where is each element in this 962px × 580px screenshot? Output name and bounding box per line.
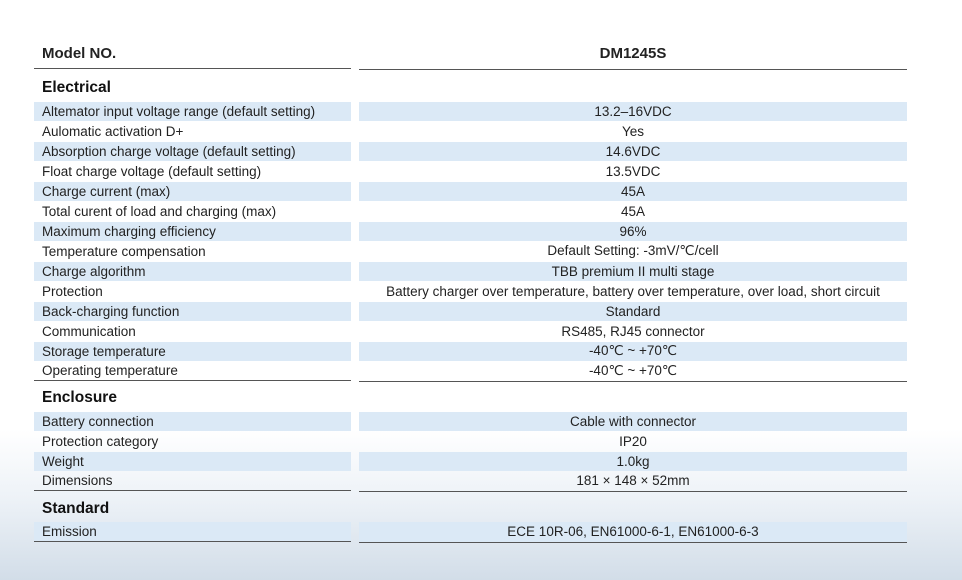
spec-value: Default Setting: -3mV/℃/cell — [547, 243, 719, 258]
spec-label: Communication — [42, 323, 136, 339]
model-value: DM1245S — [359, 38, 907, 70]
spec-label: Absorption charge voltage (default setting) — [34, 142, 351, 161]
spec-label: Battery connection — [34, 412, 351, 431]
spec-label: Emission — [34, 522, 351, 542]
spec-label: Protection category — [42, 433, 159, 449]
group-enclosure — [34, 411, 908, 491]
table-row — [34, 261, 908, 281]
section-title-enclosure: Enclosure — [42, 389, 117, 406]
table-row — [34, 161, 908, 181]
spec-label: Float charge voltage (default setting) — [42, 163, 262, 179]
spec-label: Altemator input voltage range (default setting) — [34, 102, 351, 121]
table-row — [34, 281, 908, 301]
table-row — [34, 411, 908, 431]
spec-value: -40℃ ~ +70℃ — [359, 361, 907, 382]
spec-label: Storage temperature — [34, 342, 351, 361]
spec-value: TBB premium II multi stage — [359, 262, 907, 281]
spec-value: IP20 — [619, 433, 647, 449]
spec-value: Battery charger over temperature, battery over temperature, over load, short circuit — [386, 283, 880, 299]
spec-label: Maximum charging efficiency — [34, 222, 351, 241]
spec-value: RS485, RJ45 connector — [561, 323, 705, 339]
spec-label: Total curent of load and charging (max) — [42, 203, 277, 219]
table-row — [34, 121, 908, 141]
spec-label: Charge current (max) — [34, 182, 351, 201]
table-row — [34, 361, 908, 381]
table-row — [34, 431, 908, 451]
spec-value: 45A — [620, 203, 646, 219]
table-row — [34, 221, 908, 241]
section-title-standard: Standard — [42, 500, 110, 517]
table-row — [34, 522, 908, 542]
spec-label: Operating temperature — [34, 361, 351, 381]
model-header-row — [34, 38, 908, 70]
spec-label: Charge algorithm — [34, 262, 351, 281]
spec-value: 181 × 148 × 52mm — [359, 471, 907, 492]
spec-label: Dimensions — [34, 471, 351, 491]
spec-label: Back-charging function — [34, 302, 351, 321]
spec-value: 45A — [359, 182, 907, 201]
spec-value: Standard — [359, 302, 907, 321]
table-row — [34, 301, 908, 321]
table-row — [34, 451, 908, 471]
model-label: Model NO. — [34, 38, 351, 69]
table-row — [34, 321, 908, 341]
spec-value: 13.5VDC — [605, 163, 661, 179]
table-row — [34, 201, 908, 221]
section-title-electrical: Electrical — [42, 79, 111, 96]
spec-label: Protection — [42, 283, 103, 299]
spec-value: Cable with connector — [359, 412, 907, 431]
spec-label: Aulomatic activation D+ — [42, 123, 184, 139]
spec-value: -40℃ ~ +70℃ — [359, 342, 907, 361]
group-electrical — [34, 101, 908, 381]
spec-value: 96% — [359, 222, 907, 241]
table-row — [34, 141, 908, 161]
group-standard — [34, 522, 908, 542]
table-row — [34, 341, 908, 361]
spec-value: 13.2–16VDC — [359, 102, 907, 121]
spec-value: 14.6VDC — [359, 142, 907, 161]
spec-value: ECE 10R-06, EN61000-6-1, EN61000-6-3 — [359, 522, 907, 543]
table-row — [34, 181, 908, 201]
table-row — [34, 471, 908, 491]
table-row — [34, 241, 908, 261]
spec-value: 1.0kg — [359, 452, 907, 471]
spec-label: Weight — [34, 452, 351, 471]
spec-label: Temperature compensation — [42, 243, 206, 259]
spec-value: Yes — [621, 123, 645, 139]
table-row — [34, 101, 908, 121]
